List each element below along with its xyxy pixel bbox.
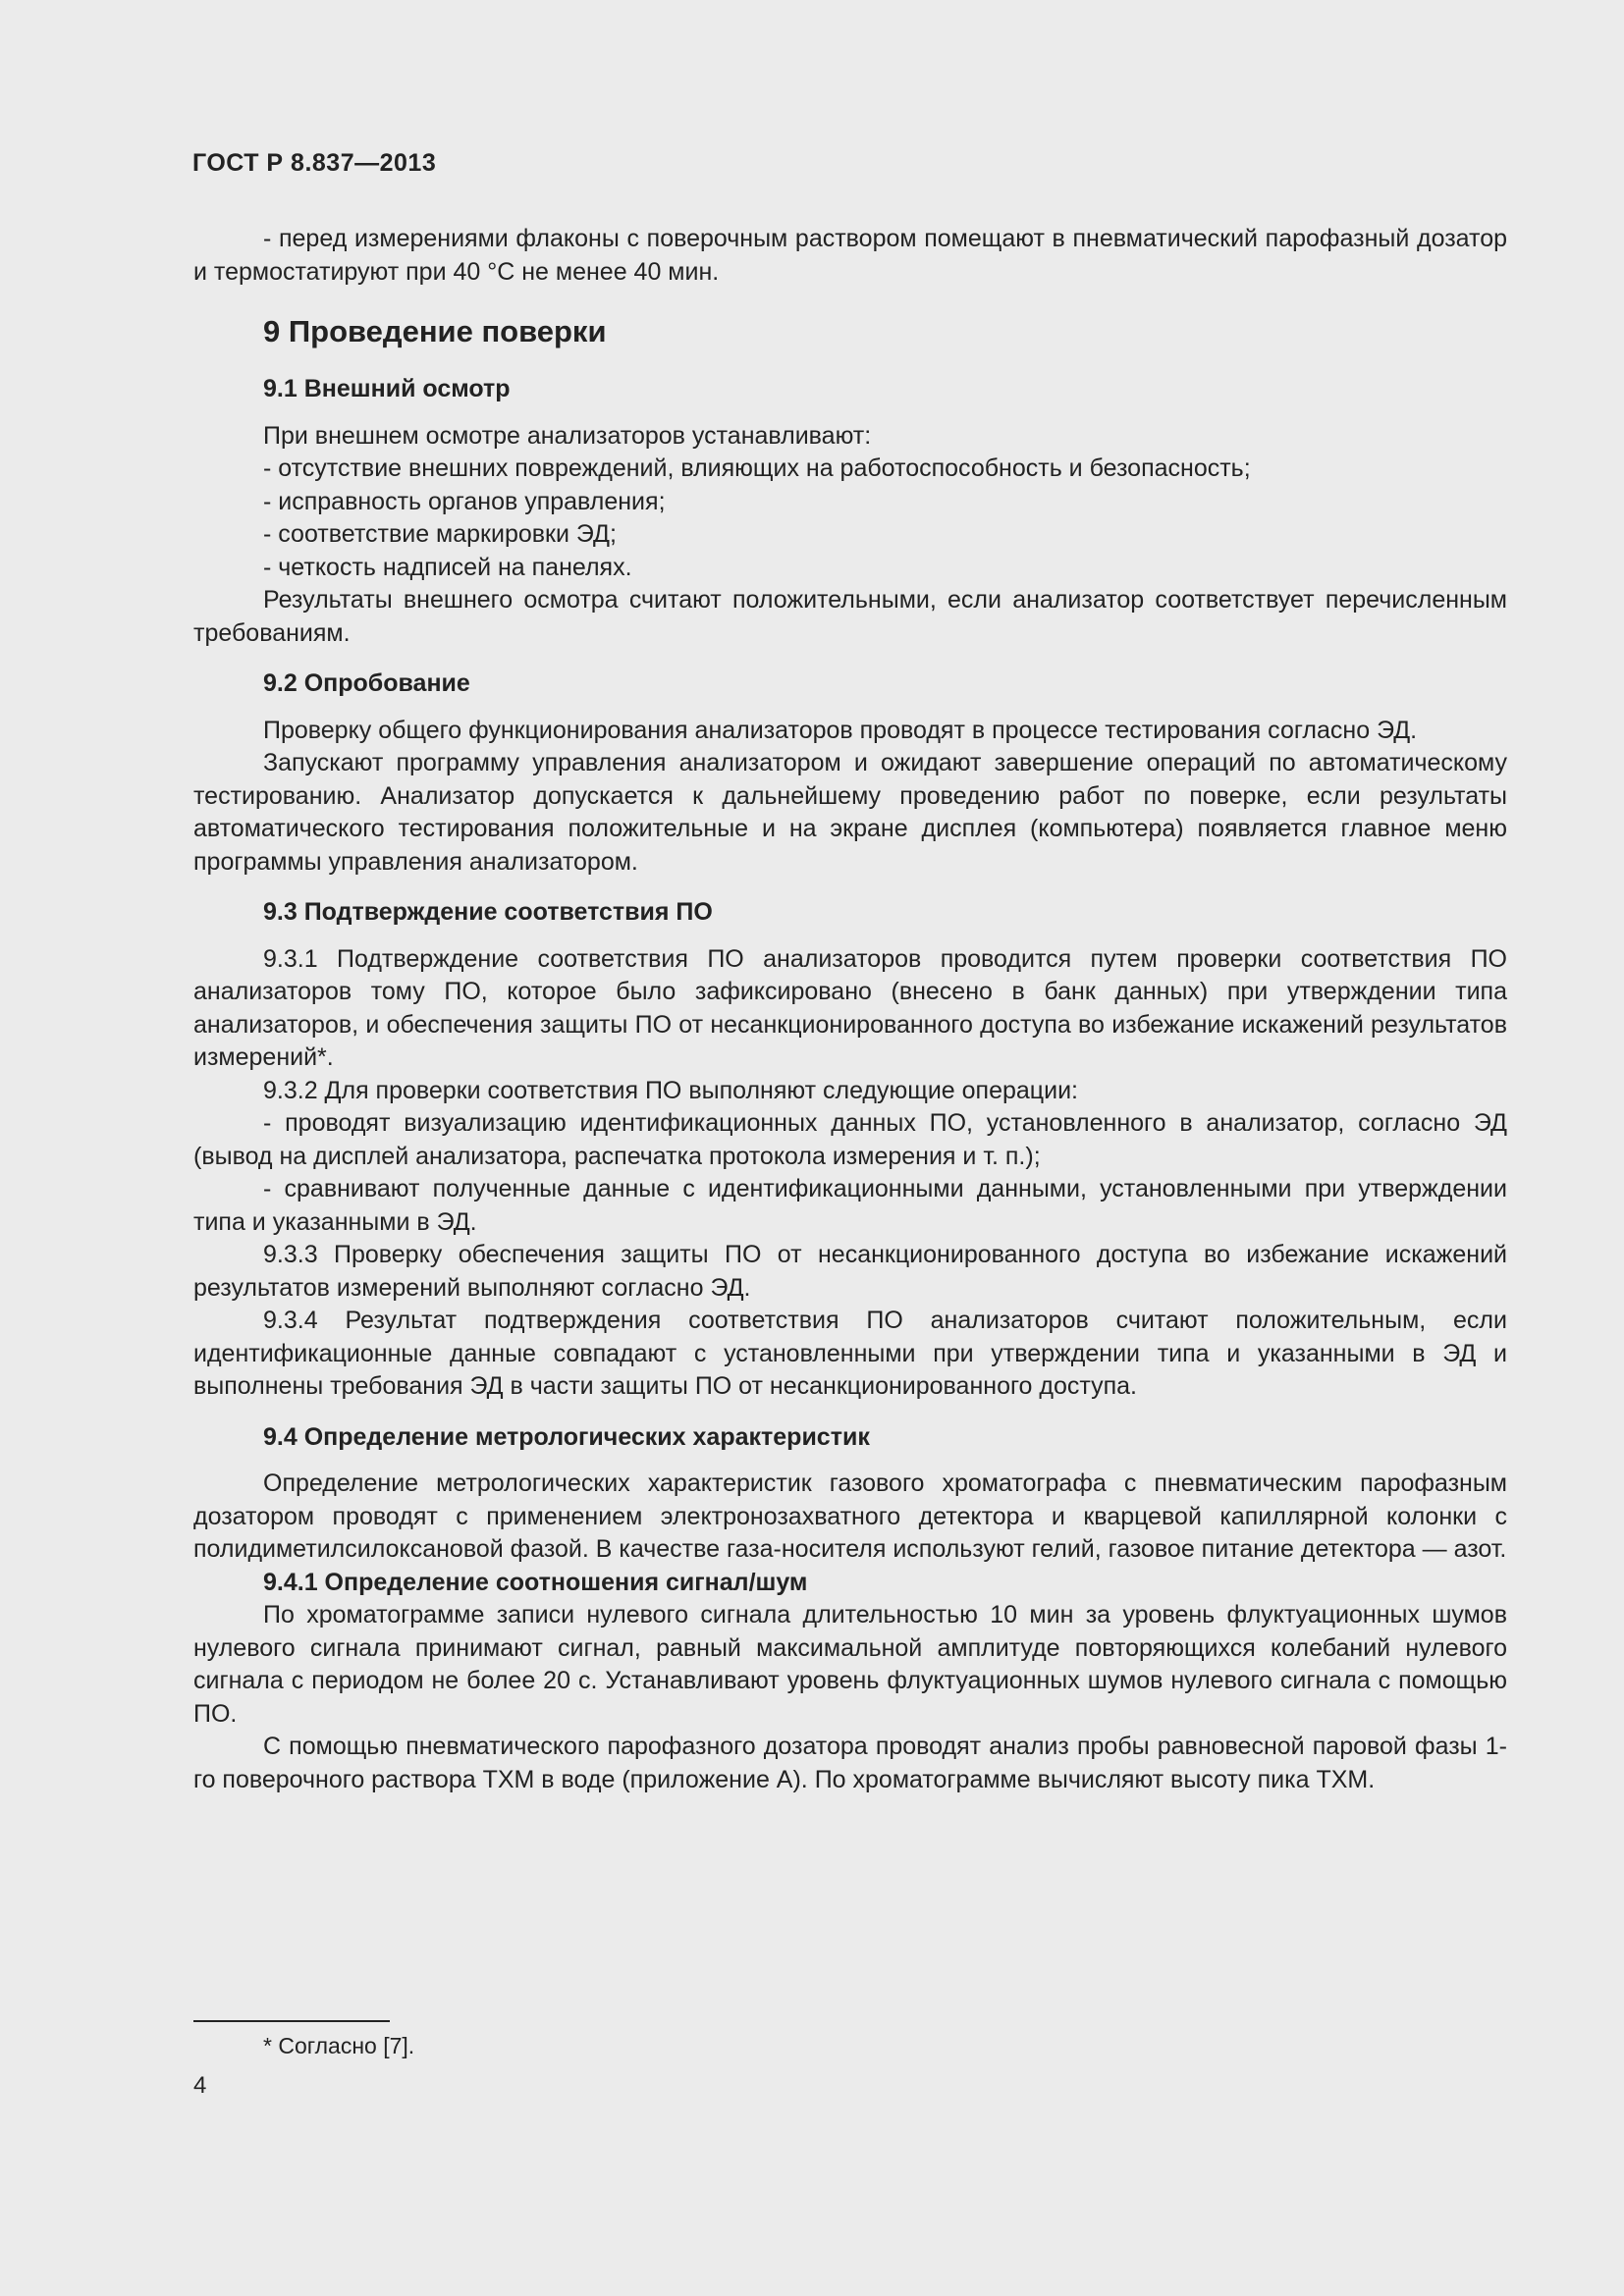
footnote-divider [193,2020,390,2022]
section-9-1-lead: При внешнем осмотре анализаторов устанавливают: [263,421,872,450]
footnote: * Согласно [7]. [263,2033,415,2058]
document-header: ГОСТ Р 8.837—2013 [192,149,437,177]
paragraph: 9.3.2 Для проверки соответствия ПО выполняют следующие операции: [263,1076,1079,1104]
paragraph: Запускают программу управления анализатором и ожидают завершение операций по автоматическому тестированию. Анализатор допускается к дальнейшему проведению работ по поверке, если результаты автоматического тестирования положительные и на экране дисплея (компьютера) появляется главное меню программы управления анализатором. [193,749,1507,876]
list-item: - соответствие маркировки ЭД; [263,520,617,548]
paragraph: По хроматограмме записи нулевого сигнала длительностью 10 мин за уровень флуктуационных шумов нулевого сигнала принимают сигнал, равный максимальной амплитуде повторяющихся колебаний нулевого сигнала с периодом не более 20 с. Устанавливают уровень флуктуационных шумов нулевого сигнала с помощью ПО. [193,1601,1507,1728]
section-9-1-result: Результаты внешнего осмотра считают положительными, если анализатор соответствует перечисленным требованиям. [193,586,1507,647]
section-9-1-title: 9.1 Внешний осмотр [263,375,511,402]
list-item: - отсутствие внешних повреждений, влияющих на работоспособность и безопасность; [263,454,1251,482]
paragraph: Определение метрологических характеристик газового хроматографа с пневматическим парофазным дозатором проводят с применением электронозахватного детектора и кварцевой капиллярной колонки с полидиметилсилоксановой фазой. В качестве газа-носителя используют гелий, газовое питание детектора — азот. [193,1469,1507,1563]
paragraph: Проверку общего функционирования анализаторов проводят в процессе тестирования согласно ЭД. [263,716,1418,744]
document-body [193,223,1507,1796]
paragraph: 9.3.3 Проверку обеспечения защиты ПО от несанкционированного доступа во избежание искажений результатов измерений выполняют согласно ЭД. [193,1241,1507,1302]
section-9-title: 9 Проведение поверки [263,314,607,348]
section-9-4-1-title: 9.4.1 Определение соотношения сигнал/шум [263,1568,808,1596]
section-9-3-title: 9.3 Подтверждение соответствия ПО [263,898,713,926]
paragraph: 9.3.4 Результат подтверждения соответствия ПО анализаторов считают положительным, если идентификационные данные совпадают с установленными при утверждении типа и указанными в ЭД и выполнены требования ЭД в части защиты ПО от несанкционированного доступа. [193,1307,1507,1400]
section-9-4-title: 9.4 Определение метрологических характеристик [263,1422,870,1451]
paragraph: - проводят визуализацию идентификационных данных ПО, установленного в анализатор, согласно ЭД (вывод на дисплей анализатора, распечатка протокола измерения и т. п.); [193,1109,1507,1170]
list-item: - исправность органов управления; [263,487,666,515]
section-9-2-title: 9.2 Опробование [263,669,470,697]
intro-paragraph: - перед измерениями флаконы с поверочным раствором помещают в пневматический парофазный дозатор и термостатируют при 40 °С не менее 40 мин. [193,225,1507,286]
paragraph: С помощью пневматического парофазного дозатора проводят анализ пробы равновесной паровой фазы 1-го поверочного раствора ТХМ в воде (приложение А). По хроматограмме вычисляют высоту пика ТХМ. [193,1733,1507,1793]
list-item: - четкость надписей на панелях. [263,553,632,581]
paragraph: 9.3.1 Подтверждение соответствия ПО анализаторов проводится путем проверки соответствия ПО анализаторов тому ПО, которое было зафиксировано (внесено в банк данных) при утверждении типа анализаторов, и обеспечения защиты ПО от несанкционированного доступа во избежание искажений результатов измерений*. [193,944,1507,1071]
page-number: 4 [193,2072,207,2099]
paragraph: - сравнивают полученные данные с идентификационными данными, установленными при утверждении типа и указанными в ЭД. [193,1175,1507,1236]
